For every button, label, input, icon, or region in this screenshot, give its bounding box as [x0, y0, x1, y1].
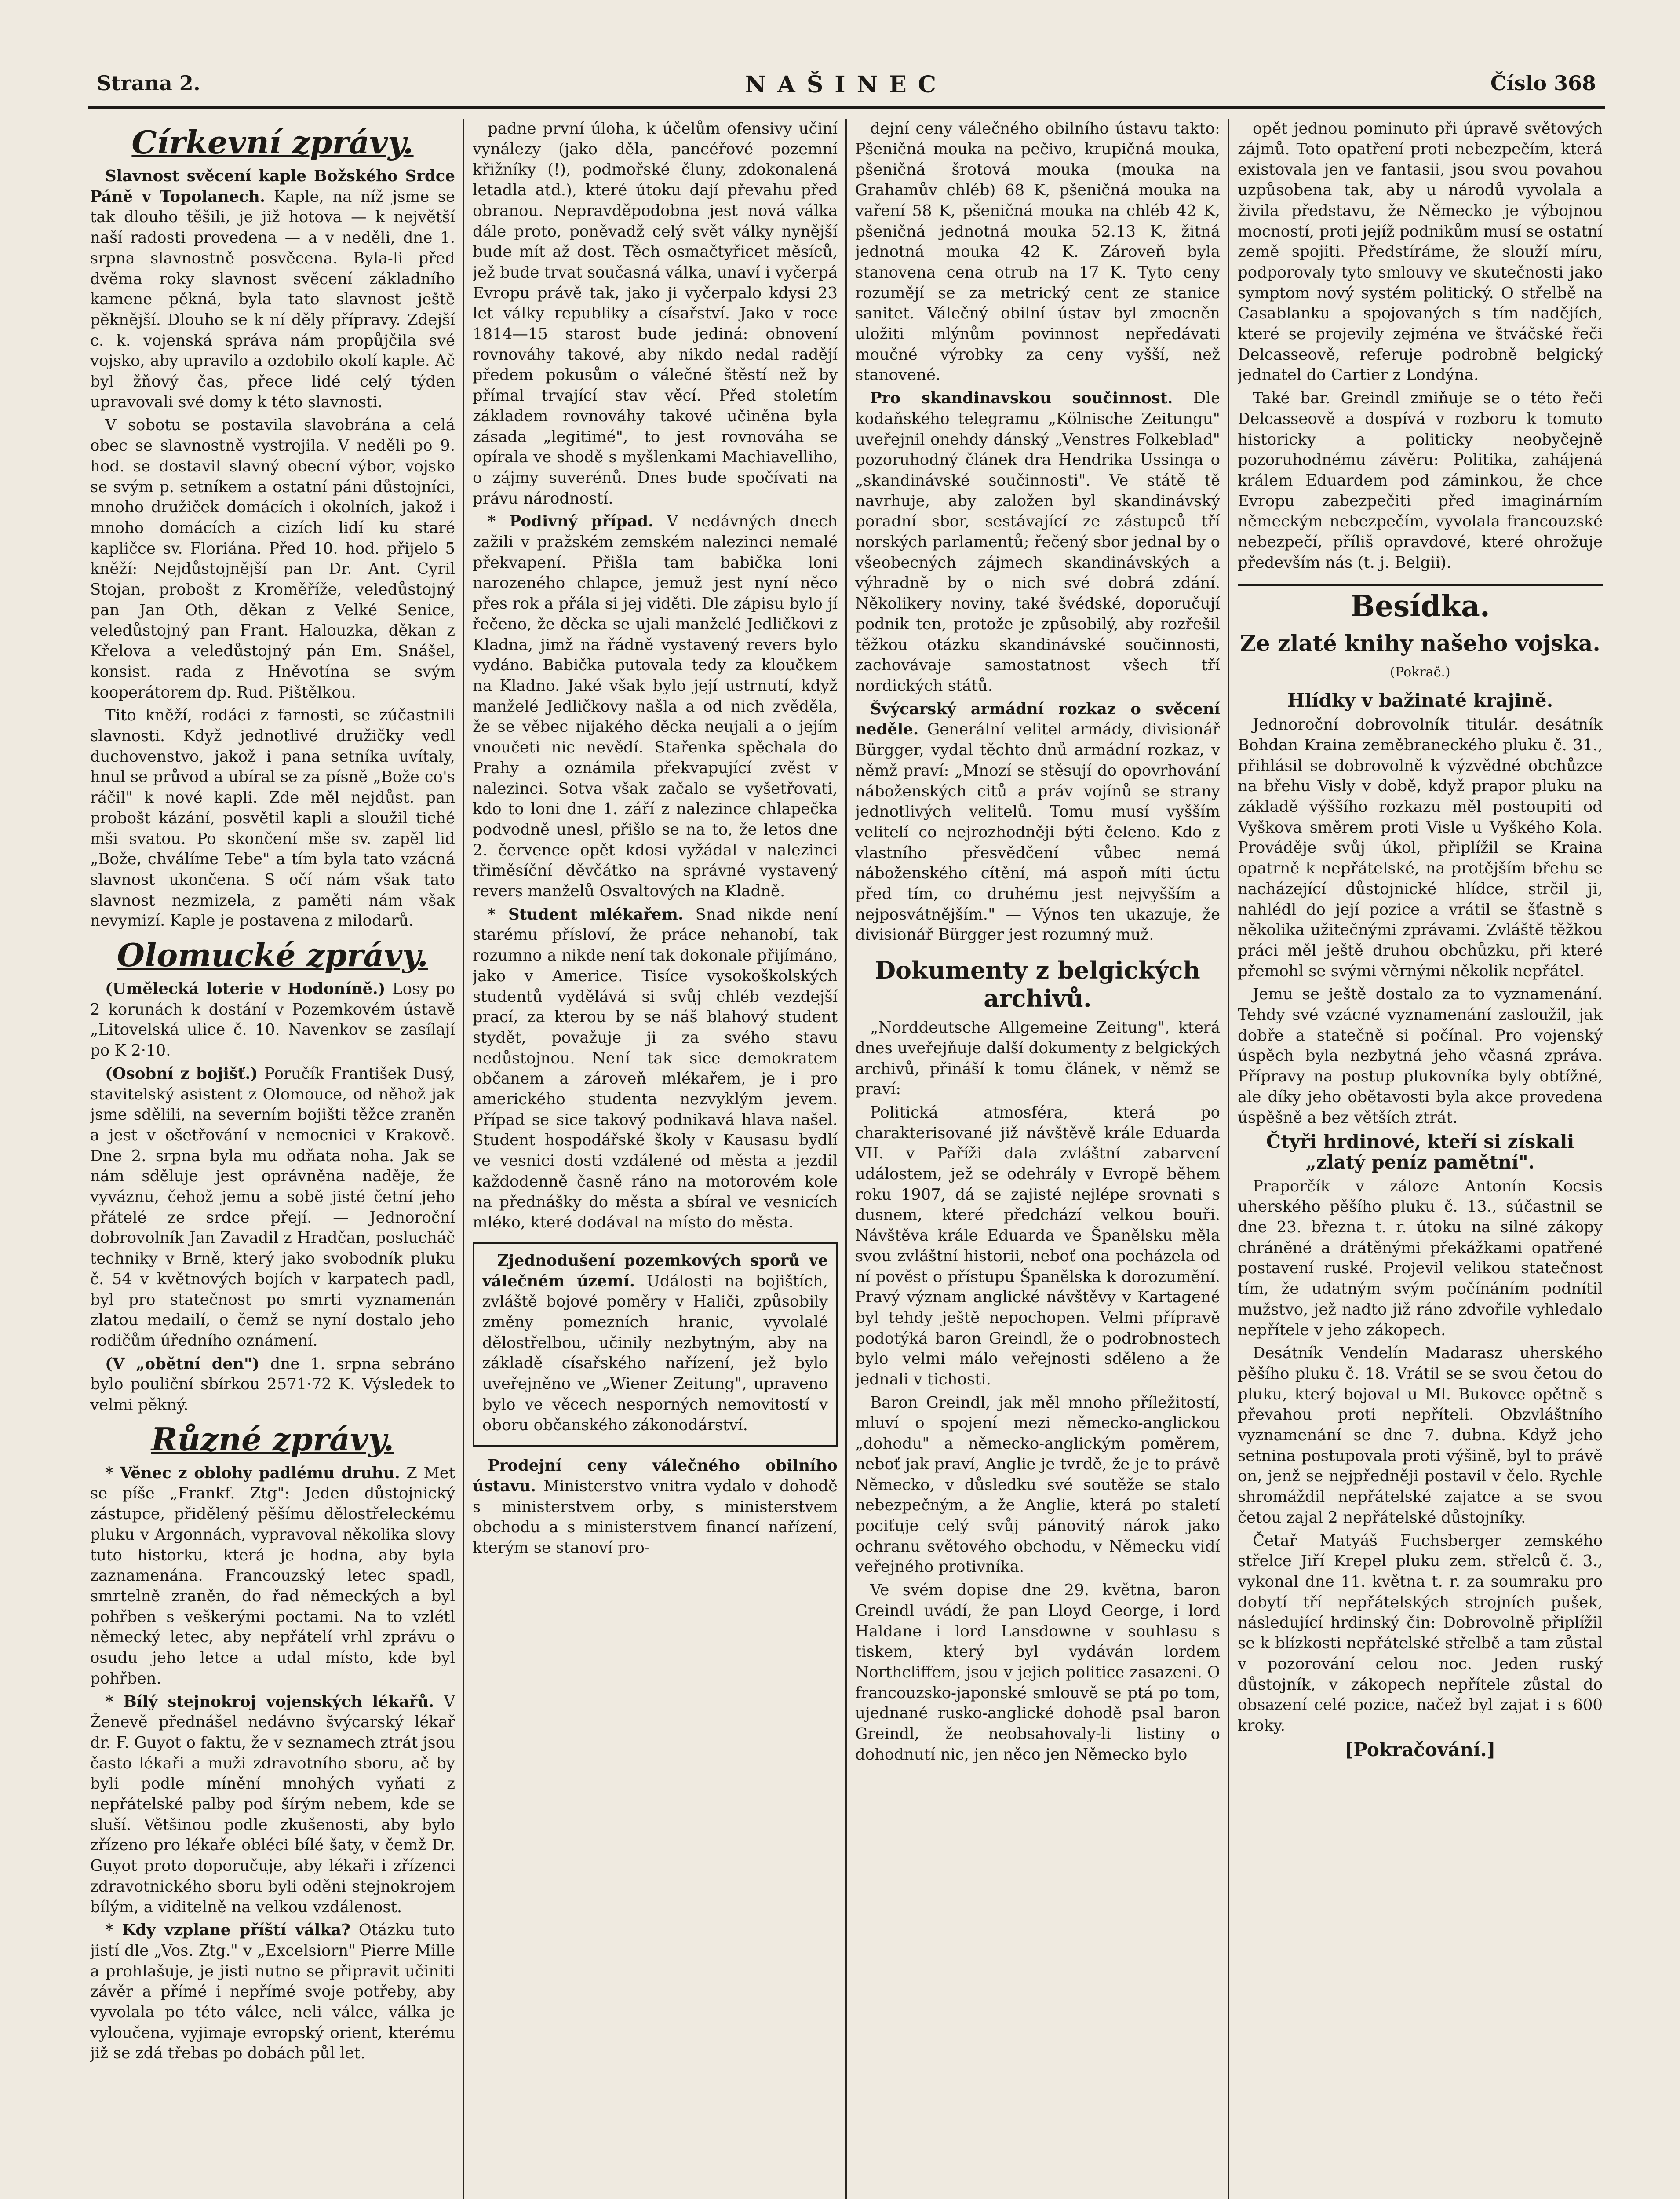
article-paragraph — [473, 1456, 838, 1559]
article-paragraph: Politická atmosféra, která po charakterisované již návštěvě krále Eduarda VII. v Paříži dala zvláštní zabarvení událostem, jež se odehrály v Evropě během roku 1907, dá se zajisté nejlépe srovnati s dusnem, které předchází velkou bouři. Návštěva krále Eduarda ve Španělsku měla svou zvláštní historii, neboť ona pocházela od ní pověst o přístupu Španělska k dorozumění. Pravý význam anglické návštěvy v Kartagené byl tehdy ještě nepochopen. Velmi přípravě podotýká baron Greindl, že o podrobnostech bylo velmi málo veřejnosti sděleno a že jednali v tichosti. — [855, 1103, 1220, 1389]
article-text: Dle kodaňského telegramu „Kölnische Zeitungu" uveřejnil onehdy dánský „Venstres Folkeblad" pozoruhodný článek dra Hendrika Ussinga o „skandinávské součinnosti". Ve státě tě navrhuje, aby založen byl skandinávský poradní sbor, sestávající ze zástupců tří norských parlamentů; řečený sbor jednal by o všeobecných zájmech skandinávských a výhradně by o nich své dobrá zdání. Několikery noviny, také švédské, doporučují podnik ten, protože je způsobilý, aby rozřešil těžkou otázku skandinávské součinnosti, zachovávaje samostatnost všech tří nordických států. — [855, 389, 1220, 695]
article-text: Snad nikde není starému přísloví, že práce nehanobí, tak rozumno a nikde není tak dokonale přijímáno, jako v Americe. Tisíce vysokoškolských studentů vydělává si svůj chléb vezdejší prací, za kterou by se náš blahový student stydět, považuje ji za svého stavu nedůstojnou. Není tak sice demokratem občanem a zároveň mlékařem, je i pro amerického studenta nezvyklým jevem. Případ se sice takový podnikavá hlava našel. Student hospodářské školy v Kausasu bydlí ve vesnici dosti vzdálené od města a jezdil každodenně časně ráno na motorovém kole na přednášky do města a sbíral ve vesnicích mléko, které dodával na místo do města. — [473, 905, 838, 1232]
article-paragraph — [90, 1920, 455, 2064]
article-text: Losy po 2 korunách k dostání v Pozemkovém ústavě „Litovelská ulice č. 10. Navenkov se zasílají po K 2·10. — [90, 980, 455, 1060]
article-lead: * Kdy vzplane příští válka? — [105, 1921, 350, 1940]
article-paragraph: Desátník Vendelín Madarasz uherského pěšího pluku č. 18. Vrátil se se svou četou do pluku, který bojoval u Ml. Bukovce opětně s převahou proti nepříteli. Obzvláštního vyznamenání se dne 7. dubna. Když jeho setnina postupovala proti výšině, byl to právě on, jenž se nejpředněji postavil v čelo. Rychle shromáždil nepřátelské zajatce a se svou četou zajal 2 nepřátelské důstojníky. — [1238, 1344, 1603, 1527]
column-3 — [855, 119, 1220, 2199]
article-paragraph: Četař Matyáš Fuchsberger zemského střelce Jiří Krepel pluku zem. střelců č. 3., vykonal dne 11. května t. r. za soumraku pro dobytí tří nepřátelských strojních pušek, následující hrdinský čin: Dobrovolně připlížil se k blízkosti nepřátelské střelbě a tam zůstal v pozorování celou noc. Jeden ruský důstojník, v zákopech nepřítele zůstal do obsazení celé pozice, načež byl zajat i s 600 kroky. — [1238, 1531, 1603, 1735]
story-subtitle: Čtyři hrdinové, kteří si získali „zlatý peníz pamětní". — [1266, 1131, 1574, 1173]
article-lead: * Bílý stejnokroj vojenských lékařů. — [105, 1692, 434, 1711]
article-paragraph — [90, 1692, 455, 1918]
article-text: V nedávných dnech zažili v pražském zemském nalezinci nemalé překvapení. Přišla tam babička loni narozeného chlapce, jemuž jest nyní něco přes rok a přála si jej viděti. Dle zápisu bylo jí řečeno, že děcka se ujali manželé Jedličkovi z Kladna, jimž na řádně vystavený revers bylo vydáno. Babička putovala tedy za kloučkem na Kladno. Jaké však bylo její ustrnutí, když manželé Jedličkovy našla a od nich zvěděla, že se věbec nijakého děcka neujali a o jejím vnoučeti nic nevědí. Stařenka spěchala do Prahy a oznámila překvapující zvěst v nalezinci. Sotva však začalo se vyšetřovati, kdo to loni dne 1. září z nalezince chlapečka podvodně unesl, přišlo se na to, že letos dne 2. července opět kdosi vyžádal v nalezinci třiměsíční děvčátko na správné vystavený revers manželů Osvaltových na Kladně. — [473, 512, 838, 901]
article-text: Otázku tuto jistí dle „Vos. Ztg." v „Excelsiorn" Pierre Mille a prohlašuje, je jisti nutno se připravit učiniti závěr a přímé i nepřímé svoje potřeby, aby vyvolala po této válce, neli válce, válka je vyloučena, vyjimaje evropský orient, kterému již se zdá třebas po dobách půl let. — [90, 1921, 455, 2063]
article-paragraph: padne první úloha, k účelům ofensivy učiní vynálezy (jako děla, pancéřové pozemní křižníky (!), podmořské čluny, zdokonalená letadla atd.), které útoku dají převahu před obranou. Nepravděpodobna jest nová válka dále proto, poněvadž celý svět války nynější bude mít až dost. Těch osmačtyřicet měsíců, jež bude trvat současná válka, unaví i vyčerpá Evropu právě tak, jako ji vyčerpalo kdysi 23 let války republiky a císařství. Jako v roce 1814—15 starost bude jediná: obnovení rovnováhy takové, aby nikdo nedal radějí předem pokusům o válečné štěstí než by přímal trvající stav věcí. Před stoletím základem rovnováhy takové učiněna byla zásada „legitimé", to jest rovnováha se opírala ve shodě s myšlenkami Machiavelliho, o zájmy suverénů. Dnes bude spočívati na právu národností. — [473, 120, 838, 508]
article-paragraph — [473, 511, 838, 902]
story-subtitle: Hlídky v bažinaté krajině. — [1287, 690, 1553, 712]
article-text: dne 1. srpna sebráno bylo pouliční sbírkou 2571·72 K. Výsledek to velmi pěkný. — [90, 1355, 455, 1414]
headline-belgian-documents: Dokumenty z belgických archivů. — [875, 956, 1200, 1013]
article-text: Poručík František Dusý, stavitelský asistent z Olomouce, od něhož jak jsme sdělili, na severním bojišti těžce zraněn a jest v ošetřování v nemocnici v Krakově. Dne 2. srpna byla mu odňata noha. Jak se nám sděluje jest oprávněna naděje, že vyváznu, čehož jemu a sobě jisté četní jeho přátelé ze srdce přejí. — Jednoroční dobrovolník Jan Zavadil z Hradčan, poslucháč techniky v Brně, který jako svobodník pluku č. 54 v květnových bojích v karpatech padl, byl pro statečnost po smrti vyznamenán zlatou medailí, o čemž se nyní dostalo jeho rodičům úředního oznámení. — [90, 1064, 455, 1350]
article-paragraph — [855, 388, 1220, 697]
article-text: Ministerstvo vnitra vydalo v dohodě s ministerstvem orby, s ministerstvem obchodu a s ministerstvem financí nařízení, kterým se stanoví pro- — [473, 1477, 838, 1557]
article-paragraph — [90, 979, 455, 1061]
article-lead: Zjednodušení pozemkových sporů ve válečném území. — [482, 1251, 828, 1290]
article-paragraph: dejní ceny válečného obilního ústavu takto: Pšeničná mouka na pečivo, krupičná mouka, pšeničná šrotová mouka (mouka na Grahamův chléb) 68 K, pšeničná mouka na vaření 58 K, pšeničná mouka na chléb 42 K, pšeničná jednotná mouka 52.13 K, žitná jednotná mouka 42 K. Zároveň byla stanovena cena otrub na 17 K. Tyto ceny rozumějí se za metrický cent ze stanice sanitet. Válečný obilní ústav byl zmocněn uložiti mlýnům povinnost nepředávati moučné výrobky za ceny vyšší, než stanovené. — [855, 120, 1220, 384]
article-paragraph: V sobotu se postavila slavobrána a celá obec se slavnostně vystrojila. V neděli po 9. hod. se dostavil slavný obecní výbor, vojsko se svým p. setníkem a ostatní páni důstojníci, mnoho družiček domácích i okolních, jakož i mnoho domácích a cizích lidí ku staré kapličce sv. Floriána. Před 10. hod. přijelo 5 kněží: Nejdůstojnější pan Dr. Ant. Cyril Stojan, probošt z Kroměříže, veledůstojný pan Jan Oth, děkan z Velké Senice, veledůstojný pan Frant. Halouzka, děkan z Křelova a veledůstojný pán Em. Snášel, konsist. rada z Hněvotína se svým kooperátorem dp. Rud. Pištělkou. — [90, 416, 455, 701]
article-paragraph — [90, 166, 455, 413]
article-paragraph — [90, 1064, 455, 1352]
article-paragraph: Jemu se ještě dostalo za to vyznamenání. Tehdy své vzácné vyznamenání zasloužil, jak dobře a statečně si počínal. Pro vojenský úspěch byla nezbytná jeho včasná zpráva. Přípravy na postup plukovníka byly obtížné, ale díky jeho obětavosti byla akce provedena úspěšně a bez větších ztrát. — [1238, 985, 1603, 1127]
article-lead: Švýcarský armádní rozkaz o svěcení neděle. — [855, 700, 1220, 739]
masthead-title: NAŠINEC — [745, 71, 948, 98]
article-paragraph — [473, 905, 838, 1233]
article-paragraph: Tito kněží, rodáci z farnosti, se zúčastnili slavnosti. Když jednotlivé družičky vedl duchovenstvo, jakož i pana setníka uvítaly, hnul se průvod a ubíral se za písně „Bože co's ráčil" k nové kapli. Zde měl nejdůst. pan probošt kázání, posvětil kapli a sloužil tiché mši svatou. Po skončení mše sv. zapěl lid „Bože, chválíme Tebe" a tím byla tato vzácná slavnost ukončena. S očí nám však tato slavnost nezmizela, z paměti nám však nevymizí. Kaple je postavena z milodarů. — [90, 706, 455, 930]
column-divider — [1228, 119, 1229, 2199]
article-lead: Pro skandinavskou součinnost. — [870, 389, 1173, 408]
article-paragraph — [482, 1251, 828, 1436]
section-title-church-news: Církevní zprávy. — [131, 124, 414, 161]
article-lead: Slavnost svěcení kaple Božského Srdce Páně v Topolanech. — [90, 167, 455, 206]
article-text: Kaple, na níž jsme se tak dlouho těšili, je již hotova — k největší naší radosti provedena — a v neděli, dne 1. srpna slavnostně posvěcena. Byla-li před dvěma roky slavnost svěcení základního kamene pěkná, byla tato slavnost ještě pěknější. Dlouho se k ní děly přípravy. Zdejší c. k. vojenská správa nám propůjčila své vojsko, aby upravilo a ozdobilo okolí kaple. Ač byl žňový čas, přece lidé celý týden upravovali své domy k této slavnosti. — [90, 187, 455, 411]
article-paragraph: opět jednou pominuto při úpravě světových zájmů. Toto opatření proti nebezpečím, která existovala jen ve fantasii, jsou svou povahou uzpůsobena tak, aby u národů vyvolala a živila představu, že Německo je výbojnou mocností, proti jejíž podnikům musí se ostatní země spojiti. Předstíráme, že slouží míru, podporovaly tyto smlouvy ve skutečnosti jako symptom nový systém politický. O střelbě na Casablanku a spojovaných s tím nadějích, které se projevily zejména ve štváčské řeči Delcasseově, referuje podrobně belgický jednatel do Cartier z Londýna. — [1238, 120, 1603, 384]
article-text: V Ženevě přednášel nedávno švýcarský lékař dr. F. Guyot o faktu, že v seznamech ztrát jsou často lékaři a muži zdravotního sboru, ač by byli podle mínění mnohých vyňati z nepřátelské palby pod šírým nebem, kde se sluší. Většinou podle zkušenosti, aby bylo zřízeno pro lékaře obléci bílé šaty, v čemž Dr. Guyot proto doporučuje, aby lékaři i zřízenci zdravotnického sboru byli oděni stejnokrojem bílým, a viditelně na velkou vzdálenost. — [90, 1692, 455, 1916]
article-paragraph: „Norddeutsche Allgemeine Zeitung", která dnes uveřejňuje další dokumenty z belgických archivů, přináší k tomu článek, v němž se praví: — [855, 1019, 1220, 1099]
column-2 — [473, 119, 838, 2199]
article-paragraph: Praporčík v záloze Antonín Kocsis uherského pěšího pluku č. 13., súčastnil se dne 23. března t. r. útoku na silné zákopy chráněné a drátěnými překážkami opatřené postavení ruské. Projevil velikou statečnost tím, že udatným svým počínáním podnítil mužstvo, jež nadto již ráno zdvořile vyhledalo nepřítele v jeho zákopech. — [1238, 1177, 1603, 1339]
article-paragraph: Baron Greindl, jak měl mnoho příležitostí, mluví o spojení mezi německo-anglickou „dohodu" a německo-anglickým poměrem, neboť jak praví, Anglie je tvrdě, že je to právě Německo, v důsledku své soutěže se stalo nebezpečným, a že Anglie, která po staletí pociťuje celý svůj pánovitý nárok jako ochranu světového obchodu, v Německu vidí veřejného protivníka. — [855, 1393, 1220, 1576]
article-paragraph: Ve svém dopise dne 29. května, baron Greindl uvádí, že pan Lloyd George, i lord Haldane i lord Lansdowne v souhlasu s tiskem, který byl vydáván lordem Northcliffem, jsou v jejich politice zasazeni. O francouzsko-japonské smlouvě se ptá po tom, ujednané rusko-anglické dohodě psal baron Greindl, že neobsahovaly-li listiny o dohodnutí nic, jen něco jen Německo bylo — [855, 1581, 1220, 1764]
section-title-besidka: Besídka. — [1238, 584, 1603, 620]
article-paragraph — [90, 1463, 455, 1689]
article-lead: Prodejní ceny válečného obilního ústavu. — [473, 1457, 838, 1495]
article-paragraph: Také bar. Greindl zmiňuje se o této řeči Delcasseově a dospívá v rozboru k tomuto historicky a politicky neobyčejně pozoruhodnému závěru: Politika, zahájená králem Eduardem pod záminkou, že chce Evropu zabezpečiti před imaginárním německým nebezpečím, vyvolala francouzské nebezpečí, příliš opravdové, které ohrožuje především nás (t. j. Belgii). — [1238, 389, 1603, 572]
column-1 — [90, 119, 455, 2199]
article-lead: (V „obětní den") — [105, 1355, 260, 1373]
article-lead: (Osobní z bojišť.) — [105, 1064, 258, 1083]
section-title-olomouc-news: Olomucké zprávy. — [117, 936, 428, 974]
column-4 — [1238, 119, 1603, 2199]
column-divider — [845, 119, 847, 2199]
article-paragraph: Jednoroční dobrovolník titulár. desátník Bohdan Kraina zeměbraneckého pluku č. 31., přihlásil se dobrovolně k výzvědné obchůzce na břehu Visly v době, když prapor pluku na základě výššího rozkazu měl postoupiti od Vyškova směrem proti Visle u Vyškého Kola. Prováděje svůj úkol, připlížil se Kraina opatrně k nepřátelské, na protějším břehu se nacházející důstojnické hlídce, strčil ji, nahlédl do její pozice a vrátil se šťastně s několika užitečnými zprávami. Zvláště těžkou práci měl ještě druhou obchůzku, při které přemohl se svými věrnými několik nepřátel. — [1238, 716, 1603, 980]
article-lead: * Věnec z oblohy padlému druhu. — [105, 1464, 400, 1482]
article-lead: (Umělecká loterie v Hodoníně.) — [105, 980, 386, 998]
story-note: (Pokrač.) — [1390, 665, 1450, 680]
continuation-note: [Pokračování.] — [1345, 1739, 1496, 1761]
column-divider — [463, 119, 464, 2199]
article-lead: * Student mlékařem. — [488, 905, 684, 924]
boxed-notice — [473, 1242, 838, 1447]
section-title-various-news: Různé zprávy. — [151, 1420, 394, 1458]
article-text: Události na bojištích, zvláště bojové poměry v Haliči, způsobily změny pomezních hranic, vyvolalé dělostřelbou, učinily nezbytným, aby na základě císařského nařízení, jež bylo uveřejněno ve „Wiener Zeitung", upraveno bylo ve věcech nesporných nemovitostí v oboru občanského zákonodárství. — [482, 1272, 828, 1434]
story-title-text: Ze zlaté knihy našeho vojska. — [1240, 630, 1600, 657]
story-title — [1238, 631, 1603, 685]
page-number: Strana 2. — [97, 71, 200, 95]
article-lead: * Podivný případ. — [488, 512, 654, 531]
page-header — [88, 66, 1605, 109]
issue-number: Číslo 368 — [1490, 71, 1596, 95]
article-text: Z Met se píše „Frankf. Ztg": Jeden důstojnický zástupce, přidělený pěšímu dělostřeleckému pluku v Argonnách, vypravoval několika slovy tuto historku, která je hodna, aby byla zaznamenána. Francouzský letec spadl, smrtelně zraněn, do řad německých a byl pohřben s veškerými poctami. Na to vzlétl německý letec, aby nepřátelí vrhl zprávu o osudu jeho letce a udal místo, kde byl pohřben. — [90, 1464, 455, 1688]
article-paragraph — [90, 1354, 455, 1416]
article-text: Generální velitel armády, divisionář Bürgger, vydal těchto dnů armádní rozkaz, v němž praví: „Mnozí se stěsují do opovrhování náboženských citů a práv vojínů se strany jednotlivých velitelů. Tomu musí vyšším velitelí co nejrozhodněji býti čeleno. Kdo z vlastního přesvědčení vůbec nemá náboženského cítění, má aspoň míti úctu před tím, co druhému jest nejvyšším a nejposvátnějším." — Výnos ten ukazuje, že divisionář Bürgger jest rozumný muž. — [855, 720, 1220, 944]
article-paragraph — [855, 699, 1220, 946]
